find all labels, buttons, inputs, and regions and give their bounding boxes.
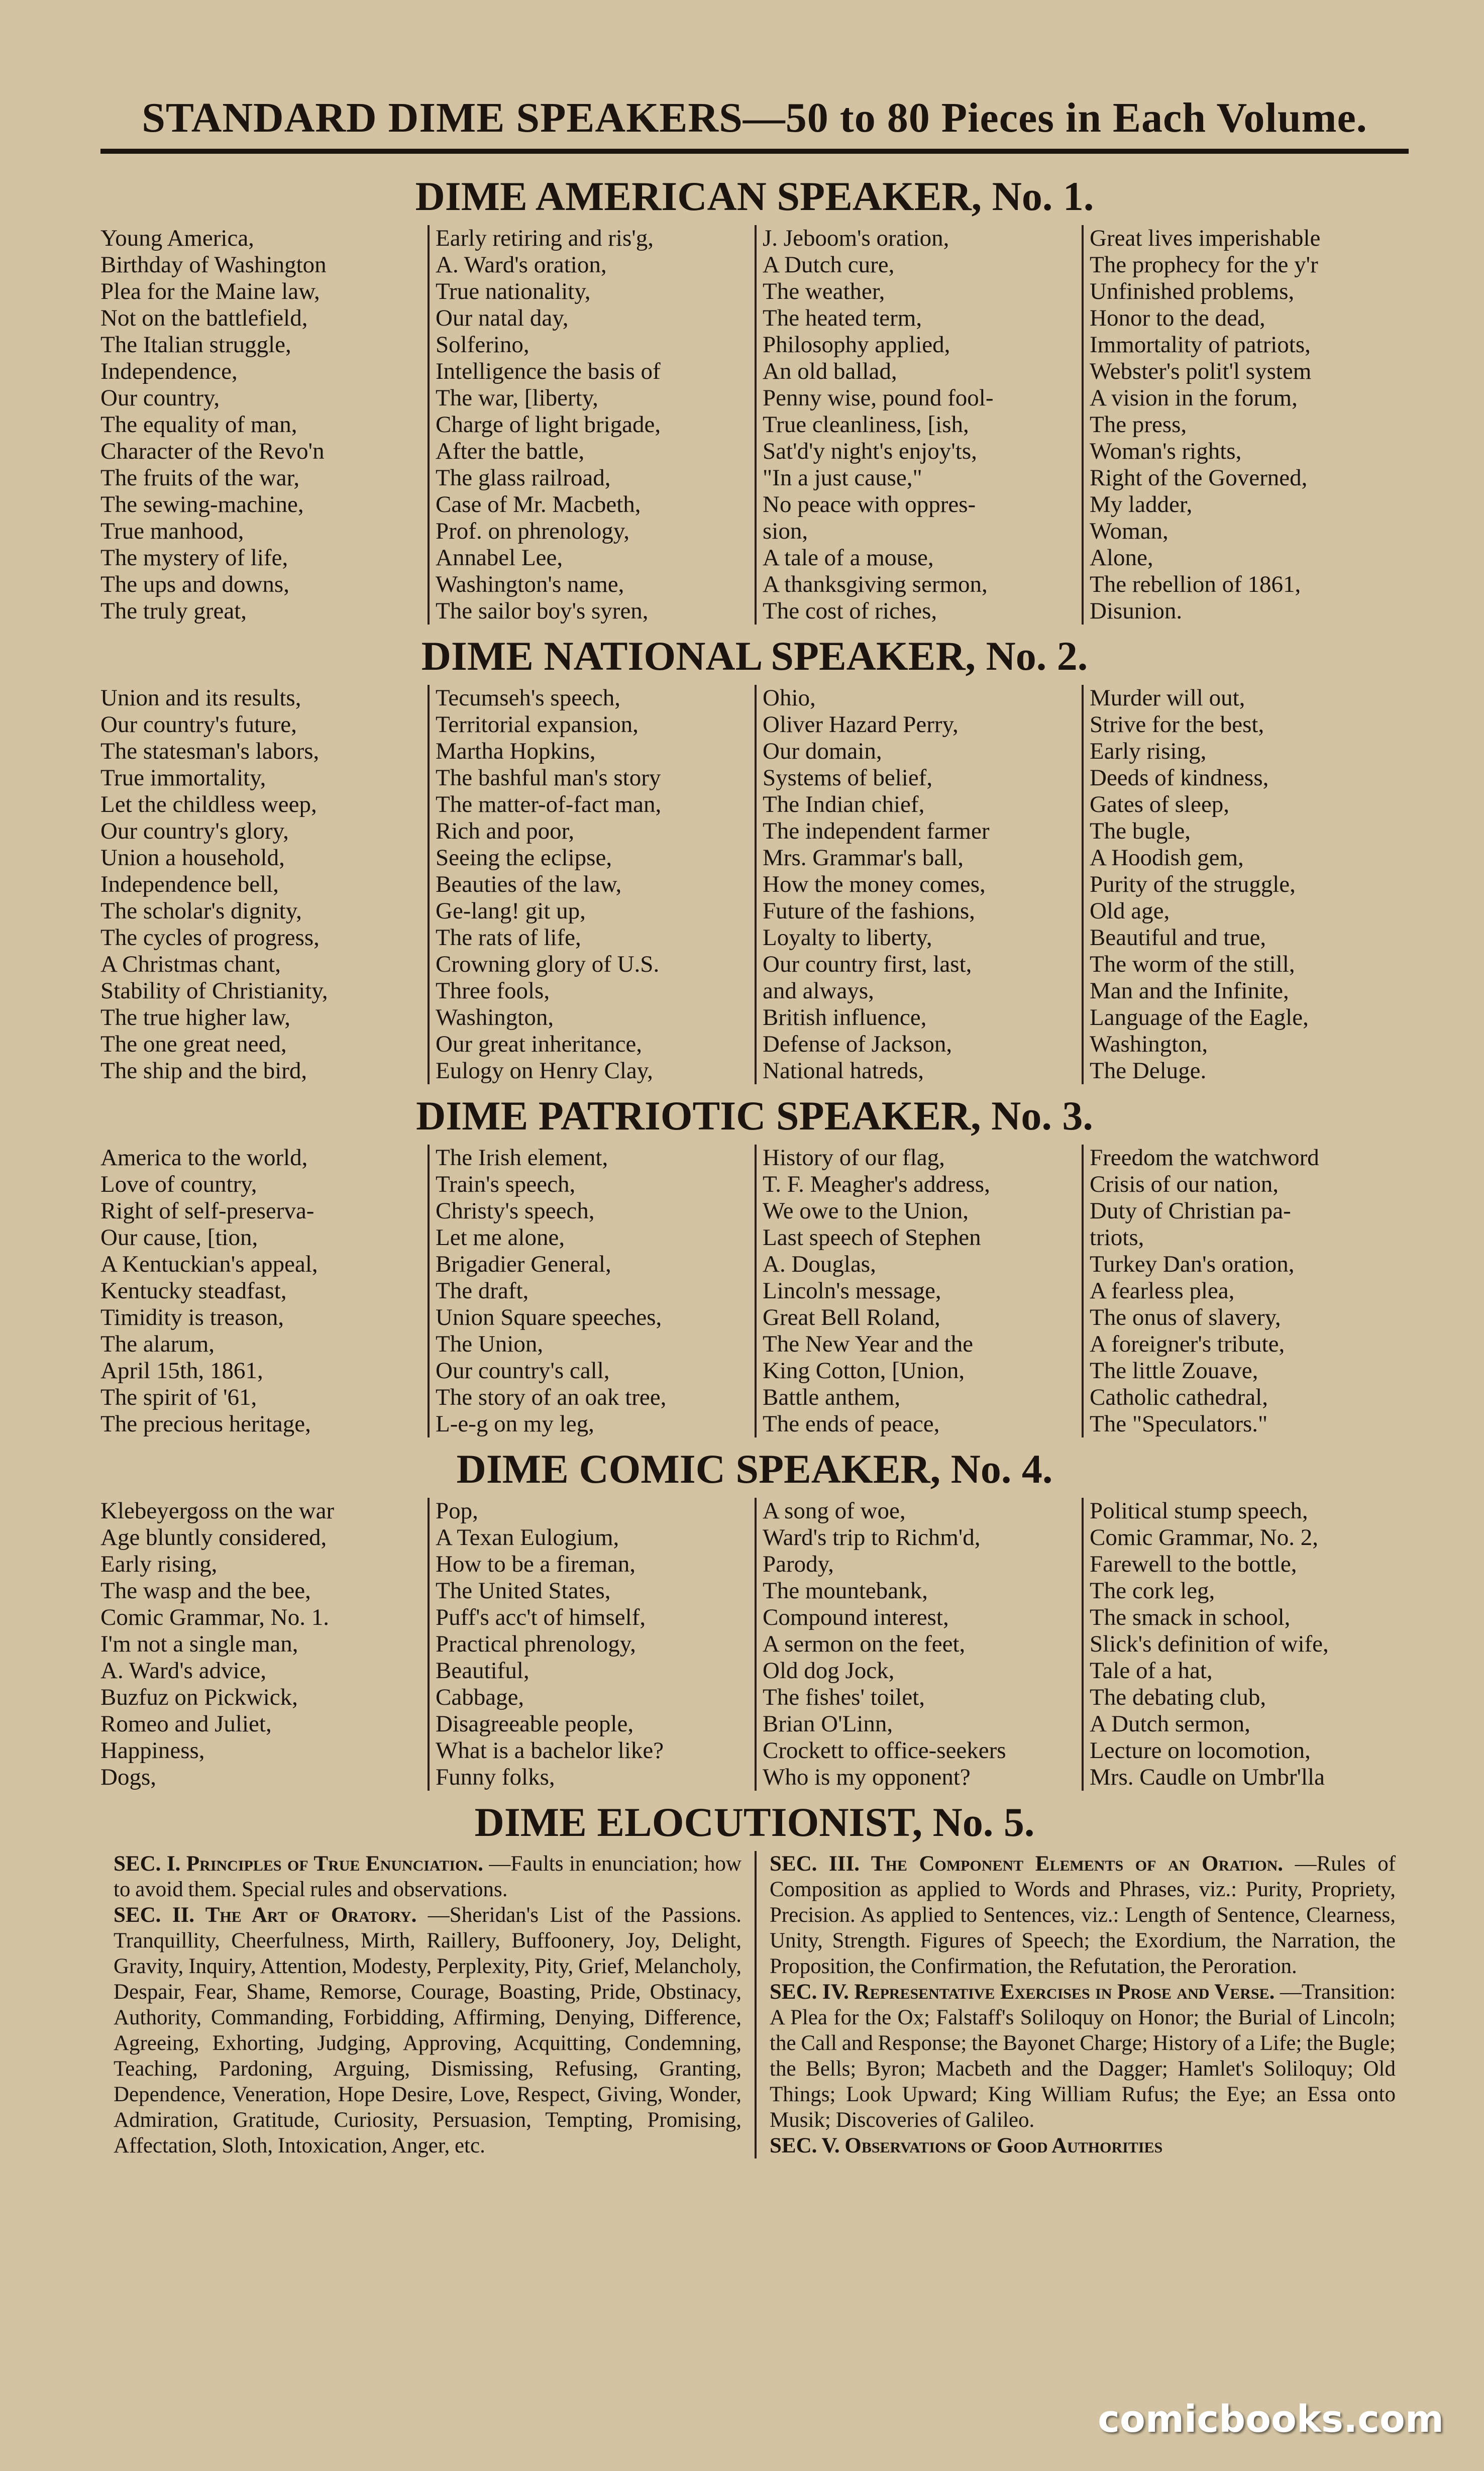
piece-title: and always, <box>763 978 874 1004</box>
piece-title: The fishes' toilet, <box>763 1684 925 1710</box>
elocutionist-section <box>100 1795 1409 2158</box>
piece-title: My ladder, <box>1090 491 1193 518</box>
piece-title: Slick's definition of wife, <box>1090 1631 1329 1657</box>
piece-title: Intelligence the basis of <box>436 358 661 384</box>
piece-title: Our cause, [tion, <box>100 1224 258 1251</box>
piece-title: Early rising, <box>1090 738 1207 764</box>
piece-title: Political stump speech, <box>1090 1498 1308 1524</box>
section-heading: SEC. II. The Art of Oratory. <box>114 1903 417 1927</box>
piece-title: The ends of peace, <box>763 1411 940 1437</box>
piece-title: Comic Grammar, No. 1. <box>100 1604 329 1630</box>
speaker-section <box>100 629 1409 1084</box>
piece-title: The bashful man's story <box>436 765 661 791</box>
piece-title: True cleanliness, [ish, <box>763 411 969 438</box>
piece-title: Crockett to office-seekers <box>763 1737 1006 1764</box>
speaker-sections <box>100 169 1409 1791</box>
piece-title: America to the world, <box>100 1145 308 1171</box>
piece-title: True immortality, <box>100 765 266 791</box>
piece-title: Woman, <box>1090 518 1169 544</box>
piece-title: The spirit of '61, <box>100 1384 257 1410</box>
piece-title: Beautiful and true, <box>1090 924 1266 951</box>
piece-title: Our country, <box>100 385 220 411</box>
piece-title: The mystery of life, <box>100 545 288 571</box>
piece-title: Mrs. Caudle on Umbr'lla <box>1090 1764 1325 1790</box>
piece-title: Age bluntly considered, <box>100 1524 327 1551</box>
piece-title: We owe to the Union, <box>763 1198 969 1224</box>
piece-title: Young America, <box>100 225 254 251</box>
piece-title: A foreigner's tribute, <box>1090 1331 1285 1357</box>
piece-title: Character of the Revo'n <box>100 438 325 464</box>
piece-title: Disagreeable people, <box>436 1711 634 1737</box>
piece-title: The draft, <box>436 1278 529 1304</box>
piece-title: Stability of Christianity, <box>100 978 328 1004</box>
piece-title: Freedom the watchword <box>1090 1145 1319 1171</box>
piece-title: Crisis of our nation, <box>1090 1171 1279 1197</box>
piece-title: After the battle, <box>436 438 585 464</box>
piece-title: Ge-lang! git up, <box>436 898 586 924</box>
section-heading: SEC. I. Principles of True Enunciation. <box>114 1852 483 1876</box>
piece-column <box>100 1498 428 1791</box>
piece-title: Funny folks, <box>436 1764 555 1790</box>
piece-title: The precious heritage, <box>100 1411 311 1437</box>
piece-title: Right of the Governed, <box>1090 465 1308 491</box>
piece-title: Disunion. <box>1090 598 1183 624</box>
piece-title: Case of Mr. Macbeth, <box>436 491 641 518</box>
piece-title: Honor to the dead, <box>1090 305 1265 331</box>
piece-title: Cabbage, <box>436 1684 524 1710</box>
piece-title: Seeing the eclipse, <box>436 845 612 871</box>
piece-title: Pop, <box>436 1498 478 1524</box>
piece-title: Klebeyergoss on the war <box>100 1498 335 1524</box>
piece-title: The smack in school, <box>1090 1604 1291 1630</box>
piece-title: Brigadier General, <box>436 1251 611 1277</box>
piece-title: The New Year and the <box>763 1331 973 1357</box>
piece-title: The fruits of the war, <box>100 465 300 491</box>
section-body: —Sheridan's List of the Passions. Tranquillity, Cheerfulness, Mirth, Raillery, Buffoonery, Joy, Delight, Gravity, Inquiry, Attention, Modesty, Perplexity, Pity, Grief, Melancholy, Despair, Fear, Shame, Remorse, Courage, Boasting, Pride, Obstinacy, Authority, Commanding, Forbidding, Affirming, Denying, Difference, Agreeing, Exhorting, Judging, Approving, Acquitting, Condemning, Teaching, Pardoning, Arguing, Dismissing, Refusing, Granting, Dependence, Veneration, Hope Desire, Love, Respect, Giving, Wonder, Admiration, Gratitude, Curiosity, Persuasion, Tempting, Promising, Affectation, Sloth, Intoxication, Anger, etc. <box>114 1903 741 2157</box>
piece-title: National hatreds, <box>763 1058 924 1084</box>
piece-title: Woman's rights, <box>1090 438 1242 464</box>
piece-title: Martha Hopkins, <box>436 738 596 764</box>
piece-title: Sat'd'y night's enjoy'ts, <box>763 438 977 464</box>
piece-column <box>428 225 755 625</box>
piece-title: Ohio, <box>763 685 816 711</box>
piece-title: Immortality of patriots, <box>1090 332 1311 358</box>
piece-title: The matter-of-fact man, <box>436 791 662 817</box>
piece-title: Prof. on phrenology, <box>436 518 629 544</box>
piece-title: Independence bell, <box>100 871 279 897</box>
piece-title: A thanksgiving sermon, <box>763 571 988 597</box>
piece-title: Purity of the struggle, <box>1090 871 1296 897</box>
piece-title: Webster's polit'l system <box>1090 358 1312 384</box>
piece-title: The alarum, <box>100 1331 215 1357</box>
piece-title: The worm of the still, <box>1090 951 1295 977</box>
piece-title: Union and its results, <box>100 685 301 711</box>
piece-title: Plea for the Maine law, <box>100 278 320 304</box>
piece-title: Happiness, <box>100 1737 205 1764</box>
piece-title: Birthday of Washington <box>100 252 327 278</box>
piece-title: Gates of sleep, <box>1090 791 1229 817</box>
piece-title: The wasp and the bee, <box>100 1578 311 1604</box>
piece-title: Tale of a hat, <box>1090 1658 1213 1684</box>
piece-title: Great lives imperishable <box>1090 225 1321 251</box>
piece-title: Crowning glory of U.S. <box>436 951 660 977</box>
piece-title: Loyalty to liberty, <box>763 924 932 951</box>
piece-title: L-e-g on my leg, <box>436 1411 594 1437</box>
piece-title: The ups and downs, <box>100 571 289 597</box>
piece-title: The "Speculators." <box>1090 1411 1268 1437</box>
piece-title: Right of self-preserva- <box>100 1198 314 1224</box>
piece-title: The true higher law, <box>100 1004 291 1031</box>
section-title: DIME AMERICAN SPEAKER, No. 1. <box>415 173 1094 219</box>
piece-title: What is a bachelor like? <box>436 1737 664 1764</box>
piece-title: Turkey Dan's oration, <box>1090 1251 1295 1277</box>
piece-title: T. F. Meagher's address, <box>763 1171 990 1197</box>
piece-title: Lecture on locomotion, <box>1090 1737 1311 1764</box>
piece-title: The sailor boy's syren, <box>436 598 649 624</box>
piece-title: True nationality, <box>436 278 591 304</box>
section-heading: SEC. V. Observations of Good Authorities <box>770 2134 1163 2157</box>
piece-title: The cost of riches, <box>763 598 937 624</box>
piece-title: Comic Grammar, No. 2, <box>1090 1524 1318 1551</box>
piece-title: The ship and the bird, <box>100 1058 307 1084</box>
elocution-paragraph <box>770 1979 1396 2133</box>
piece-column <box>1082 225 1409 625</box>
piece-title: Three fools, <box>436 978 550 1004</box>
piece-title: History of our flag, <box>763 1145 945 1171</box>
piece-title: A Texan Eulogium, <box>436 1524 619 1551</box>
piece-title: Union a household, <box>100 845 285 871</box>
piece-column <box>755 1145 1082 1437</box>
section-title: DIME ELOCUTIONIST, No. 5. <box>474 1799 1035 1845</box>
piece-title: Old age, <box>1090 898 1170 924</box>
piece-title: Our domain, <box>763 738 882 764</box>
piece-title: Alone, <box>1090 545 1153 571</box>
piece-column <box>100 685 428 1084</box>
piece-title: The mountebank, <box>763 1578 928 1604</box>
piece-title: Love of country, <box>100 1171 257 1197</box>
piece-title: Rich and poor, <box>436 818 575 844</box>
piece-title: Union Square speeches, <box>436 1304 662 1330</box>
piece-title: A Dutch cure, <box>763 252 895 278</box>
speaker-section <box>100 1088 1409 1437</box>
piece-title: Washington, <box>1090 1031 1208 1057</box>
piece-title: The cycles of progress, <box>100 924 320 951</box>
piece-column <box>755 685 1082 1084</box>
elocution-paragraph <box>114 1851 741 1902</box>
piece-title: True manhood, <box>100 518 244 544</box>
elocution-paragraph <box>770 2133 1396 2158</box>
piece-title: The United States, <box>436 1578 611 1604</box>
piece-title: Our country's glory, <box>100 818 289 844</box>
piece-title: Beauties of the law, <box>436 871 622 897</box>
piece-title: Philosophy applied, <box>763 332 950 358</box>
piece-title: Farewell to the bottle, <box>1090 1551 1297 1577</box>
piece-title: A vision in the forum, <box>1090 385 1298 411</box>
piece-title: Last speech of Stephen <box>763 1224 981 1251</box>
piece-title: Charge of light brigade, <box>436 411 661 438</box>
piece-title: Annabel Lee, <box>436 545 563 571</box>
piece-title: Future of the fashions, <box>763 898 975 924</box>
piece-column <box>1082 685 1409 1084</box>
piece-title: Ward's trip to Richm'd, <box>763 1524 981 1551</box>
elocution-paragraph <box>114 1902 741 2158</box>
piece-title: The sewing-machine, <box>100 491 304 518</box>
piece-title: Early retiring and ris'g, <box>436 225 654 251</box>
piece-title: The one great need, <box>100 1031 287 1057</box>
speaker-section <box>100 169 1409 625</box>
piece-column <box>428 1498 755 1791</box>
piece-title: The bugle, <box>1090 818 1191 844</box>
piece-title: Beautiful, <box>436 1658 529 1684</box>
piece-title: Mrs. Grammar's ball, <box>763 845 964 871</box>
piece-title: Penny wise, pound fool- <box>763 385 994 411</box>
piece-title: The Union, <box>436 1331 544 1357</box>
piece-title: The Italian struggle, <box>100 332 291 358</box>
piece-title: Washington, <box>436 1004 554 1031</box>
piece-column <box>1082 1498 1409 1791</box>
piece-column <box>1082 1145 1409 1437</box>
section-body: —Transition: A Plea for the Ox; Falstaff's Soliloquy on Honor; the Burial of Lincoln; the Call and Response; the Bayonet Charge; History of a Life; the Bugle; the Bells; Byron; Macbeth and the Dagger; Hamlet's Soliloquy; Old Things; Look Upward; King William Rufus; the Eye; an Essa onto Musik; Discoveries of Galileo. <box>770 1980 1396 2132</box>
piece-title: The onus of slavery, <box>1090 1304 1281 1330</box>
piece-title: Man and the Infinite, <box>1090 978 1289 1004</box>
piece-title: The rebellion of 1861, <box>1090 571 1301 597</box>
piece-title: A. Ward's advice, <box>100 1658 267 1684</box>
piece-title: How to be a fireman, <box>436 1551 636 1577</box>
piece-title: Great Bell Roland, <box>763 1304 940 1330</box>
header-rule <box>100 149 1409 154</box>
section-title: DIME COMIC SPEAKER, No. 4. <box>456 1446 1053 1492</box>
piece-title: Kentucky steadfast, <box>100 1278 287 1304</box>
piece-title: The press, <box>1090 411 1187 438</box>
piece-title: The Deluge. <box>1090 1058 1207 1084</box>
piece-title: Our natal day, <box>436 305 569 331</box>
piece-title: Early rising, <box>100 1551 218 1577</box>
piece-title: Timidity is treason, <box>100 1304 284 1330</box>
piece-title: Battle anthem, <box>763 1384 901 1410</box>
piece-title: Let me alone, <box>436 1224 565 1251</box>
piece-column <box>100 225 428 625</box>
piece-title: Buzfuz on Pickwick, <box>100 1684 298 1710</box>
piece-title: The debating club, <box>1090 1684 1266 1710</box>
piece-title: Christy's speech, <box>436 1198 595 1224</box>
piece-title: A sermon on the feet, <box>763 1631 966 1657</box>
piece-title: The Indian chief, <box>763 791 925 817</box>
piece-title: Independence, <box>100 358 238 384</box>
piece-title: J. Jeboom's oration, <box>763 225 949 251</box>
piece-title: The heated term, <box>763 305 922 331</box>
piece-title: Old dog Jock, <box>763 1658 895 1684</box>
piece-title: A Hoodish gem, <box>1090 845 1244 871</box>
piece-column <box>100 1145 428 1437</box>
piece-title: Not on the battlefield, <box>100 305 308 331</box>
piece-title: Oliver Hazard Perry, <box>763 711 959 738</box>
piece-title: Romeo and Juliet, <box>100 1711 272 1737</box>
section-heading: SEC. IV. Representative Exercises in Prose and Verse. <box>770 1980 1275 2004</box>
piece-title: A fearless plea, <box>1090 1278 1235 1304</box>
piece-title: Brian O'Linn, <box>763 1711 893 1737</box>
piece-title: Unfinished problems, <box>1090 278 1295 304</box>
piece-title: Catholic cathedral, <box>1090 1384 1268 1410</box>
piece-title: Dogs, <box>100 1764 156 1790</box>
piece-title: Duty of Christian pa- <box>1090 1198 1291 1224</box>
piece-column <box>755 225 1082 625</box>
piece-title: How the money comes, <box>763 871 986 897</box>
piece-title: An old ballad, <box>763 358 897 384</box>
piece-title: A Kentuckian's appeal, <box>100 1251 318 1277</box>
piece-title: Our country first, last, <box>763 951 972 977</box>
section-title: DIME NATIONAL SPEAKER, No. 2. <box>421 633 1088 679</box>
piece-title: Train's speech, <box>436 1171 576 1197</box>
piece-title: Defense of Jackson, <box>763 1031 952 1057</box>
piece-title: Washington's name, <box>436 571 624 597</box>
piece-title: The truly great, <box>100 598 247 624</box>
elocution-paragraph <box>770 1851 1396 1979</box>
piece-title: No peace with oppres- <box>763 491 976 518</box>
piece-title: The scholar's dignity, <box>100 898 302 924</box>
piece-column <box>428 1145 755 1437</box>
piece-title: Practical phrenology, <box>436 1631 636 1657</box>
piece-title: Territorial expansion, <box>436 711 639 738</box>
piece-title: A tale of a mouse, <box>763 545 934 571</box>
piece-title: Strive for the best, <box>1090 711 1264 738</box>
piece-title: The little Zouave, <box>1090 1358 1258 1384</box>
piece-title: The cork leg, <box>1090 1578 1215 1604</box>
piece-title: I'm not a single man, <box>100 1631 298 1657</box>
piece-title: The Irish element, <box>436 1145 608 1171</box>
piece-title: The glass railroad, <box>436 465 611 491</box>
piece-title: Solferino, <box>436 332 529 358</box>
elocutionist-left-column <box>100 1851 755 2158</box>
watermark-logo: comicbooks.com <box>1098 2398 1444 2441</box>
piece-column <box>755 1498 1082 1791</box>
page-header: STANDARD DIME SPEAKERS—50 to 80 Pieces in Each Volume. <box>142 94 1367 141</box>
piece-title: Murder will out, <box>1090 685 1245 711</box>
section-body: —Faults in enunciation; how to avoid them. Special rules and observations. <box>114 1852 741 1901</box>
piece-title: Our country's future, <box>100 711 297 738</box>
piece-title: April 15th, 1861, <box>100 1358 263 1384</box>
piece-title: The independent farmer <box>763 818 990 844</box>
elocutionist-right-column <box>755 1851 1409 2158</box>
section-body: —Rules of Composition as applied to Words and Phrases, viz.: Purity, Propriety, Precision. As applied to Sentences, viz.: Length of Sentence, Clearness, Unity, Strength. Figures of Speech; the Exordium, the Narration, the Proposition, the Confirmation, the Refutation, the Peroration. <box>770 1852 1396 1978</box>
piece-title: Parody, <box>763 1551 834 1577</box>
section-title: DIME PATRIOTIC SPEAKER, No. 3. <box>416 1093 1093 1139</box>
piece-title: sion, <box>763 518 808 544</box>
piece-title: Systems of belief, <box>763 765 933 791</box>
piece-title: King Cotton, [Union, <box>763 1358 965 1384</box>
piece-title: Lincoln's message, <box>763 1278 941 1304</box>
piece-title: Let the childless weep, <box>100 791 317 817</box>
piece-title: The equality of man, <box>100 411 297 438</box>
piece-title: Who is my opponent? <box>763 1764 971 1790</box>
piece-column <box>428 685 755 1084</box>
piece-title: The weather, <box>763 278 885 304</box>
piece-title: "In a just cause," <box>763 465 922 491</box>
piece-title: The rats of life, <box>436 924 581 951</box>
piece-title: A. Douglas, <box>763 1251 876 1277</box>
piece-title: Our country's call, <box>436 1358 610 1384</box>
piece-title: The story of an oak tree, <box>436 1384 667 1410</box>
piece-title: Eulogy on Henry Clay, <box>436 1058 653 1084</box>
speaker-section <box>100 1442 1409 1791</box>
piece-title: A Christmas chant, <box>100 951 281 977</box>
piece-title: Language of the Eagle, <box>1090 1004 1309 1031</box>
piece-title: British influence, <box>763 1004 927 1031</box>
piece-title: triots, <box>1090 1224 1144 1251</box>
piece-title: Compound interest, <box>763 1604 949 1630</box>
piece-title: Puff's acc't of himself, <box>436 1604 646 1630</box>
piece-title: Our great inheritance, <box>436 1031 643 1057</box>
piece-title: Deeds of kindness, <box>1090 765 1269 791</box>
piece-title: A. Ward's oration, <box>436 252 607 278</box>
piece-title: The war, [liberty, <box>436 385 598 411</box>
piece-title: Tecumseh's speech, <box>436 685 620 711</box>
piece-title: The prophecy for the y'r <box>1090 252 1318 278</box>
section-heading: SEC. III. The Component Elements of an Oration. <box>770 1852 1283 1876</box>
piece-title: A Dutch sermon, <box>1090 1711 1250 1737</box>
piece-title: A song of woe, <box>763 1498 906 1524</box>
piece-title: The statesman's labors, <box>100 738 320 764</box>
